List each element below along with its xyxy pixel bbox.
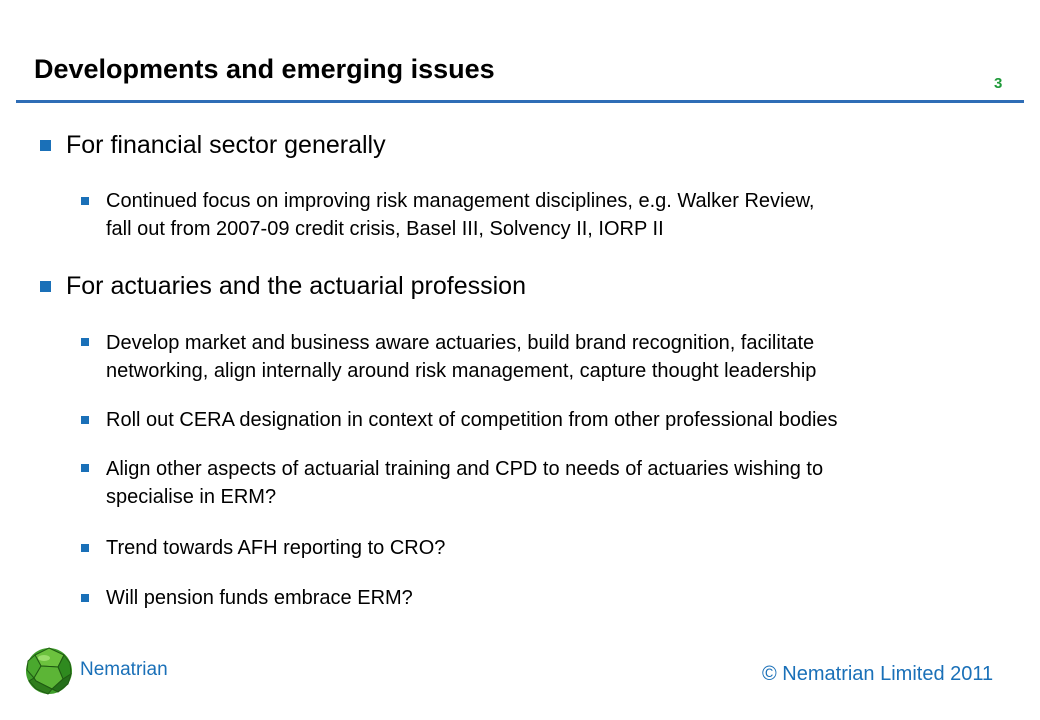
list-item-line: fall out from 2007-09 credit crisis, Basel III, Solvency II, IORP II [106, 218, 664, 240]
list-item-line: specialise in ERM? [106, 486, 277, 508]
section-heading: For financial sector generally [66, 131, 386, 159]
title-divider [16, 100, 1024, 103]
item-bullet [81, 464, 89, 472]
list-item-line: Continued focus on improving risk management disciplines, e.g. Walker Review, [106, 190, 815, 212]
list-item [106, 187, 814, 243]
green-polyhedron-icon [24, 646, 74, 696]
copyright-notice: © Nematrian Limited 2011 [762, 663, 994, 685]
brand-name: Nematrian [80, 659, 168, 680]
list-item-line: Align other aspects of actuarial training and CPD to needs of actuaries wishing to [106, 458, 824, 480]
list-item-line: networking, align internally around risk management, capture thought leadership [106, 360, 817, 382]
slide-title: Developments and emerging issues [34, 54, 495, 84]
item-bullet [81, 197, 89, 205]
list-item-line: Will pension funds embrace ERM? [106, 587, 413, 609]
list-item [106, 329, 816, 385]
list-item [106, 406, 838, 434]
list-item [106, 455, 823, 511]
section-bullet [40, 281, 51, 292]
section-bullet [40, 140, 51, 151]
list-item-line: Roll out CERA designation in context of competition from other professional bodies [106, 409, 838, 431]
list-item-line: Trend towards AFH reporting to CRO? [106, 537, 446, 559]
item-bullet [81, 338, 89, 346]
section-heading: For actuaries and the actuarial profession [66, 272, 526, 300]
list-item [106, 534, 445, 562]
item-bullet [81, 544, 89, 552]
item-bullet [81, 416, 89, 424]
item-bullet [81, 594, 89, 602]
list-item-line: Develop market and business aware actuaries, build brand recognition, facilitate [106, 332, 815, 354]
page-number: 3 [994, 75, 1003, 92]
list-item [106, 584, 413, 612]
